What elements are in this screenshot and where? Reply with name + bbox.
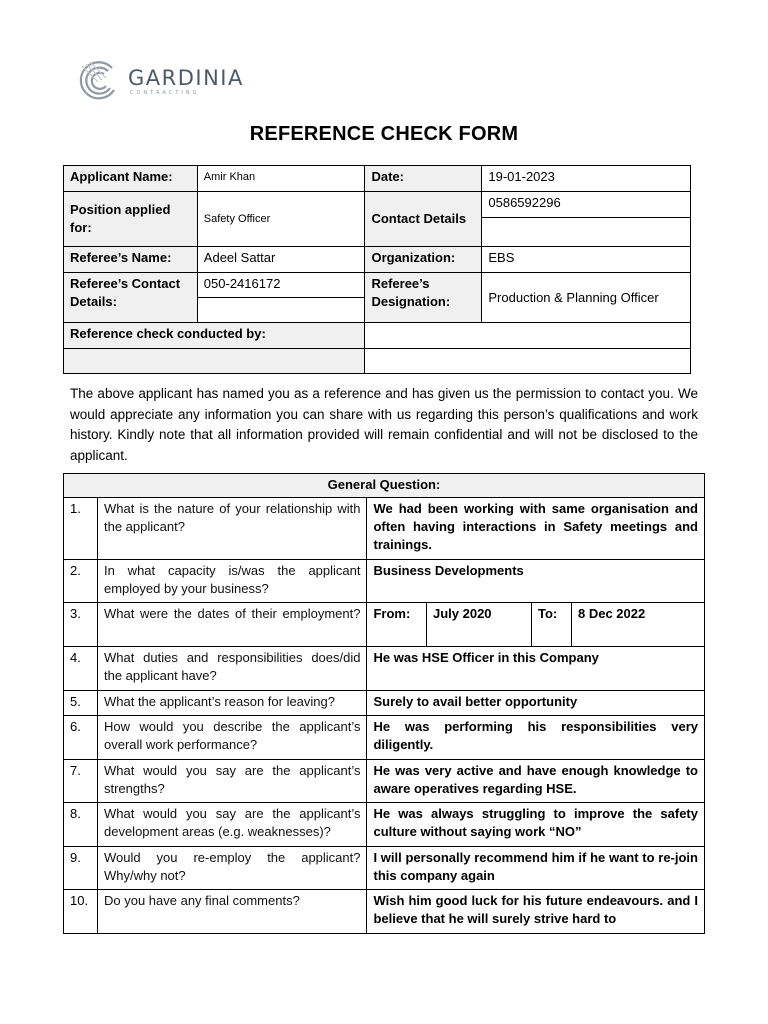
- conducted-by-extra-field[interactable]: [365, 349, 691, 374]
- position-field[interactable]: Safety Officer: [197, 192, 365, 247]
- question-row: [64, 560, 705, 603]
- referee-contact-field[interactable]: 050-2416172: [197, 273, 365, 298]
- question-text: What is the nature of your relationship with the applicant?: [97, 498, 367, 560]
- question-number: 9.: [64, 847, 98, 890]
- question-text: In what capacity is/was the applicant employed by your business?: [97, 560, 367, 603]
- answer-field[interactable]: Business Developments: [367, 560, 705, 603]
- from-label: From:: [367, 603, 426, 646]
- question-row: [64, 603, 705, 647]
- answer-field[interactable]: He was very active and have enough knowledge to aware operatives regarding HSE.: [367, 760, 705, 803]
- question-row: [64, 760, 705, 803]
- question-text: Do you have any final comments?: [97, 890, 367, 934]
- to-date-field[interactable]: 8 Dec 2022: [571, 603, 704, 646]
- answer-field[interactable]: I will personally recommend him if he want to re-join this company again: [367, 847, 705, 890]
- logo-name: GARDINIA: [128, 66, 244, 90]
- conducted-by-name-field[interactable]: [64, 349, 365, 374]
- question-row: [64, 716, 705, 760]
- to-label: To:: [531, 603, 571, 646]
- question-row: [64, 498, 705, 560]
- question-number: 1.: [64, 498, 98, 560]
- question-text: What would you say are the applicant’s development areas (e.g. weaknesses)?: [97, 803, 367, 847]
- question-row: [64, 691, 705, 716]
- question-text: What would you say are the applicant’s strengths?: [97, 760, 367, 803]
- conducted-by-field[interactable]: [365, 323, 691, 349]
- contact-details-field[interactable]: 0586592296: [482, 192, 691, 218]
- answer-field[interactable]: We had been working with same organisation and often having interactions in Safety meetings and trainings.: [367, 498, 705, 560]
- date-label: Date:: [365, 166, 482, 192]
- question-number: 6.: [64, 716, 98, 760]
- referee-name-field[interactable]: Adeel Sattar: [197, 247, 365, 273]
- question-row: [64, 803, 705, 847]
- form-title: REFERENCE CHECK FORM: [249, 123, 519, 145]
- logo-mark-icon: [76, 58, 122, 104]
- referee-contact-field-extra[interactable]: [197, 298, 365, 323]
- question-row: [64, 890, 705, 934]
- question-number: 10.: [64, 890, 98, 934]
- question-text: What were the dates of their employment?: [97, 603, 367, 647]
- answer-field[interactable]: He was always struggling to improve the safety culture without saying work “NO”: [367, 803, 705, 847]
- referee-designation-field[interactable]: Production & Planning Officer: [482, 273, 691, 323]
- general-questions-table: [63, 473, 705, 934]
- question-number: 5.: [64, 691, 98, 716]
- answer-field[interactable]: He was HSE Officer in this Company: [367, 647, 705, 691]
- logo-subtitle: CONTRACTING: [130, 90, 200, 96]
- applicant-name-label: Applicant Name:: [64, 166, 198, 192]
- conducted-by-label: Reference check conducted by:: [64, 323, 365, 349]
- date-field[interactable]: 19-01-2023: [482, 166, 691, 192]
- answer-field[interactable]: He was performing his responsibilities very diligently.: [367, 716, 705, 760]
- contact-details-field-extra[interactable]: [482, 218, 691, 247]
- referee-name-label: Referee’s Name:: [64, 247, 198, 273]
- question-text: Would you re-employ the applicant? Why/why not?: [97, 847, 367, 890]
- organization-label: Organization:: [365, 247, 482, 273]
- from-date-field[interactable]: July 2020: [426, 603, 531, 646]
- question-number: 3.: [64, 603, 98, 647]
- question-number: 7.: [64, 760, 98, 803]
- question-row: [64, 647, 705, 691]
- employment-dates-table: [367, 603, 704, 646]
- intro-paragraph: The above applicant has named you as a reference and has given us the permission to contact you. We would appreciate any information you can share with us regarding this person’s qualifications and work history. Kindly note that all information provided will remain confidential and will not be disclosed to the applicant.: [70, 386, 698, 463]
- general-question-heading: General Question:: [64, 474, 705, 498]
- applicant-info-table: [63, 165, 691, 374]
- answer-field[interactable]: Surely to avail better opportunity: [367, 691, 705, 716]
- question-text: What the applicant’s reason for leaving?: [97, 691, 367, 716]
- company-logo: [76, 58, 256, 104]
- applicant-name-field[interactable]: Amir Khan: [197, 166, 365, 192]
- employment-dates-cell: [367, 603, 705, 647]
- question-number: 4.: [64, 647, 98, 691]
- position-label: Position applied for:: [64, 192, 198, 247]
- question-row: [64, 847, 705, 890]
- organization-field[interactable]: EBS: [482, 247, 691, 273]
- question-text: What duties and responsibilities does/did the applicant have?: [97, 647, 367, 691]
- answer-field[interactable]: Wish him good luck for his future endeavours. and I believe that he will surely strive hard to: [367, 890, 705, 934]
- question-number: 8.: [64, 803, 98, 847]
- question-number: 2.: [64, 560, 98, 603]
- question-text: How would you describe the applicant’s overall work performance?: [97, 716, 367, 760]
- referee-contact-label: Referee’s Contact Details:: [64, 273, 198, 323]
- referee-designation-label: Referee’s Designation:: [365, 273, 482, 323]
- contact-details-label: Contact Details: [365, 192, 482, 247]
